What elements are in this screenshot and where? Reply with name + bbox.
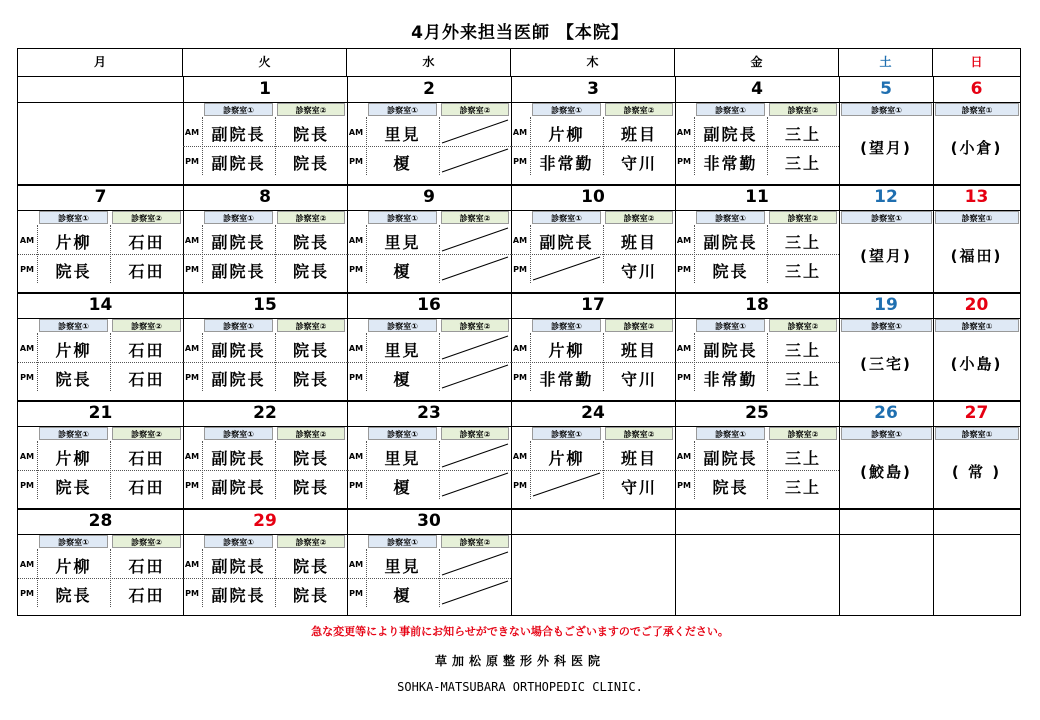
- room-label: 診察室①: [39, 319, 108, 332]
- am-label: AM: [348, 560, 364, 569]
- doctor-name: 副院長: [539, 233, 594, 252]
- doctor-name: 副院長: [211, 449, 266, 468]
- date-number: 26: [874, 403, 898, 423]
- doctor-name: 班目: [620, 449, 657, 468]
- doctor-name: 副院長: [211, 557, 266, 576]
- room-label: 診察室①: [532, 211, 601, 224]
- room-label: 診察室①: [368, 103, 437, 116]
- room-label: 診察室②: [277, 535, 345, 548]
- date-number: 22: [253, 403, 277, 423]
- doctor-name: 石田: [128, 341, 165, 360]
- am-label: AM: [348, 128, 364, 137]
- room-label: 診察室①: [935, 319, 1019, 332]
- doctor-name: 非常勤: [539, 370, 594, 389]
- weekend-doctor: (小島): [950, 355, 1003, 373]
- slot-divider: [675, 362, 839, 363]
- unavailable-slash: [439, 117, 511, 146]
- doctor-name: 院長: [292, 233, 329, 252]
- date-number: 11: [745, 187, 769, 207]
- doctor-name: 副院長: [703, 449, 758, 468]
- doctor-name: 非常勤: [703, 370, 758, 389]
- date-number: 20: [964, 295, 989, 315]
- date-number: 8: [259, 187, 271, 207]
- doctor-name: 班目: [620, 125, 657, 144]
- room-label: 診察室②: [605, 211, 673, 224]
- date-number: 9: [423, 187, 435, 207]
- doctor-name: 三上: [784, 262, 821, 281]
- weekend-doctor: (鮫島): [860, 463, 912, 481]
- doctor-name: 守川: [620, 262, 657, 281]
- slot-divider: [675, 470, 839, 471]
- slot-divider: [511, 146, 675, 147]
- slot-divider: [183, 578, 347, 579]
- slot-divider: [18, 254, 183, 255]
- room-label: 診察室①: [204, 103, 273, 116]
- room-label: 診察室①: [204, 427, 273, 440]
- doctor-name: 里見: [384, 125, 421, 144]
- room-label: 診察室①: [935, 211, 1019, 224]
- doctor-name: 三上: [784, 341, 821, 360]
- doctor-name: 石田: [128, 262, 165, 281]
- am-label: AM: [19, 560, 35, 569]
- unavailable-slash: [530, 254, 603, 283]
- weekday-header: 水: [347, 49, 511, 76]
- doctor-name: 院長: [712, 478, 749, 497]
- date-number: 6: [970, 79, 983, 99]
- am-label: AM: [184, 236, 200, 245]
- doctor-name: 守川: [620, 154, 657, 173]
- doctor-name: 片柳: [548, 449, 585, 468]
- pm-label: PM: [349, 481, 363, 490]
- doctor-name: 三上: [784, 154, 821, 173]
- doctor-name: 三上: [784, 233, 821, 252]
- room-label: 診察室①: [841, 211, 932, 224]
- doctor-name: 片柳: [55, 449, 92, 468]
- pm-label: PM: [20, 373, 34, 382]
- unavailable-slash: [530, 470, 603, 499]
- date-number: 21: [88, 403, 113, 423]
- pm-label: PM: [185, 373, 199, 382]
- slot-divider: [511, 362, 675, 363]
- unavailable-slash: [439, 362, 511, 391]
- weekend-doctor: (望月): [860, 139, 912, 157]
- date-number: 17: [581, 295, 605, 315]
- doctor-name: 院長: [292, 154, 329, 173]
- room-label: 診察室②: [277, 103, 345, 116]
- column-divider: [675, 508, 676, 615]
- date-number: 24: [581, 403, 605, 423]
- slot-divider: [18, 470, 183, 471]
- doctor-name: 副院長: [703, 341, 758, 360]
- doctor-name: 三上: [784, 478, 821, 497]
- date-number: 5: [880, 79, 892, 99]
- doctor-name: 院長: [292, 341, 329, 360]
- slot-divider: [183, 470, 347, 471]
- date-number: 13: [964, 187, 989, 207]
- room-label: 診察室①: [39, 427, 108, 440]
- date-number: 2: [423, 79, 435, 99]
- pm-label: PM: [185, 481, 199, 490]
- am-label: AM: [676, 452, 692, 461]
- page-title: 4月外来担当医師 【本院】: [411, 23, 629, 43]
- room-label: 診察室②: [277, 319, 345, 332]
- weekday-header: 日: [970, 55, 983, 69]
- am-label: AM: [676, 344, 692, 353]
- room-label: 診察室①: [368, 427, 437, 440]
- weekend-doctor: (小倉): [950, 139, 1003, 157]
- doctor-name: 榎: [393, 478, 412, 497]
- am-label: AM: [512, 236, 528, 245]
- doctor-name: 里見: [384, 449, 421, 468]
- room-label: 診察室②: [441, 535, 509, 548]
- room-label: 診察室②: [441, 103, 509, 116]
- doctor-name: 石田: [128, 233, 165, 252]
- am-label: AM: [184, 128, 200, 137]
- room-label: 診察室①: [39, 211, 108, 224]
- slot-divider: [675, 146, 839, 147]
- doctor-name: 院長: [55, 478, 92, 497]
- doctor-name: 非常勤: [703, 154, 758, 173]
- doctor-name: 副院長: [211, 154, 266, 173]
- doctor-name: 片柳: [548, 125, 585, 144]
- unavailable-slash: [439, 333, 511, 362]
- date-number: 18: [745, 295, 769, 315]
- room-label: 診察室①: [204, 211, 273, 224]
- pm-label: PM: [677, 157, 691, 166]
- doctor-name: 院長: [55, 262, 92, 281]
- pm-label: PM: [349, 589, 363, 598]
- weekday-header: 火: [183, 49, 347, 76]
- pm-label: PM: [677, 373, 691, 382]
- schedule-calendar: [17, 48, 1021, 616]
- am-label: AM: [184, 344, 200, 353]
- pm-label: PM: [185, 157, 199, 166]
- unavailable-slash: [439, 225, 511, 254]
- doctor-name: 副院長: [703, 233, 758, 252]
- doctor-name: 石田: [128, 557, 165, 576]
- weekday-header: 金: [675, 49, 839, 76]
- date-number: 12: [874, 187, 898, 207]
- room-label: 診察室①: [532, 319, 601, 332]
- slot-divider: [183, 146, 347, 147]
- doctor-name: 里見: [384, 233, 421, 252]
- room-label: 診察室②: [441, 319, 509, 332]
- doctor-name: 院長: [292, 478, 329, 497]
- pm-label: PM: [677, 265, 691, 274]
- room-label: 診察室①: [368, 535, 437, 548]
- room-label: 診察室①: [368, 319, 437, 332]
- weekend-doctor: (福田): [950, 247, 1003, 265]
- doctor-name: 副院長: [211, 262, 266, 281]
- pm-label: PM: [677, 481, 691, 490]
- doctor-name: 守川: [620, 478, 657, 497]
- doctor-name: 里見: [384, 557, 421, 576]
- doctor-name: 里見: [384, 341, 421, 360]
- week-divider: [18, 184, 1020, 186]
- date-number: 28: [88, 511, 113, 531]
- room-label: 診察室①: [696, 427, 765, 440]
- doctor-name: 院長: [292, 557, 329, 576]
- date-number: 30: [417, 511, 441, 531]
- am-label: AM: [676, 236, 692, 245]
- am-label: AM: [348, 344, 364, 353]
- doctor-name: 片柳: [548, 341, 585, 360]
- room-label: 診察室①: [935, 427, 1019, 440]
- pm-label: PM: [20, 481, 34, 490]
- pm-label: PM: [349, 265, 363, 274]
- weekend-doctor: (三宅): [860, 355, 912, 373]
- doctor-name: 班目: [620, 341, 657, 360]
- room-label: 診察室①: [841, 427, 932, 440]
- room-label: 診察室②: [769, 319, 837, 332]
- weekday-header: 月: [18, 49, 183, 76]
- pm-label: PM: [513, 373, 527, 382]
- doctor-name: 副院長: [211, 370, 266, 389]
- date-number: 3: [587, 79, 599, 99]
- doctor-name: 院長: [55, 370, 92, 389]
- doctor-name: 片柳: [55, 341, 92, 360]
- pm-label: PM: [185, 589, 199, 598]
- room-label: 診察室②: [769, 211, 837, 224]
- date-number: 16: [417, 295, 441, 315]
- room-label: 診察室①: [696, 319, 765, 332]
- room-label: 診察室②: [277, 427, 345, 440]
- doctor-name: 石田: [128, 478, 165, 497]
- doctor-name: 院長: [292, 586, 329, 605]
- doctor-name: 院長: [292, 370, 329, 389]
- room-label: 診察室②: [277, 211, 345, 224]
- room-label: 診察室②: [112, 211, 181, 224]
- pm-label: PM: [513, 265, 527, 274]
- clinic-name-jp: 草加松原整形外科医院: [434, 654, 605, 668]
- am-label: AM: [512, 344, 528, 353]
- unavailable-slash: [439, 578, 511, 607]
- room-label: 診察室②: [769, 103, 837, 116]
- pm-label: PM: [185, 265, 199, 274]
- room-label: 診察室①: [841, 103, 932, 116]
- doctor-name: 副院長: [211, 233, 266, 252]
- pm-label: PM: [513, 157, 527, 166]
- room-label: 診察室②: [441, 427, 509, 440]
- am-label: AM: [19, 236, 35, 245]
- doctor-name: 守川: [620, 370, 657, 389]
- weekday-header: 木: [511, 49, 675, 76]
- room-label: 診察室①: [368, 211, 437, 224]
- doctor-name: 院長: [292, 262, 329, 281]
- doctor-name: 石田: [128, 586, 165, 605]
- room-label: 診察室②: [605, 103, 673, 116]
- slot-divider: [183, 362, 347, 363]
- pm-label: PM: [349, 157, 363, 166]
- room-label: 診察室①: [204, 319, 273, 332]
- date-number: 27: [964, 403, 989, 423]
- date-number: 7: [94, 187, 107, 207]
- unavailable-slash: [439, 254, 511, 283]
- doctor-name: 片柳: [55, 557, 92, 576]
- room-label: 診察室①: [532, 103, 601, 116]
- unavailable-slash: [439, 441, 511, 470]
- weekday-header: 土: [839, 49, 933, 76]
- unavailable-slash: [439, 146, 511, 175]
- am-label: AM: [19, 452, 35, 461]
- doctor-name: 院長: [292, 125, 329, 144]
- column-divider: [839, 508, 840, 615]
- clinic-name-en: SOHKA-MATSUBARA ORTHOPEDIC CLINIC.: [397, 680, 643, 694]
- doctor-name: 三上: [784, 449, 821, 468]
- date-number: 14: [88, 295, 113, 315]
- date-number: 10: [581, 187, 605, 207]
- doctor-name: 院長: [55, 586, 92, 605]
- doctor-name: 三上: [784, 370, 821, 389]
- weekend-doctor: ( 常 ): [951, 463, 1002, 481]
- date-number: 25: [745, 403, 769, 423]
- header-divider: [18, 76, 1020, 77]
- room-label: 診察室②: [112, 427, 181, 440]
- am-label: AM: [512, 128, 528, 137]
- doctor-name: 院長: [712, 262, 749, 281]
- room-label: 診察室①: [204, 535, 273, 548]
- pm-label: PM: [20, 589, 34, 598]
- date-number: 19: [874, 295, 898, 315]
- room-label: 診察室②: [769, 427, 837, 440]
- room-label: 診察室②: [112, 535, 181, 548]
- am-label: AM: [512, 452, 528, 461]
- room-label: 診察室②: [605, 427, 673, 440]
- room-label: 診察室①: [39, 535, 108, 548]
- doctor-name: 副院長: [703, 125, 758, 144]
- slot-divider: [183, 254, 347, 255]
- doctor-name: 三上: [784, 125, 821, 144]
- doctor-name: 副院長: [211, 125, 266, 144]
- date-number: 1: [259, 79, 271, 99]
- doctor-name: 班目: [620, 233, 657, 252]
- column-divider: [933, 508, 934, 615]
- week-divider: [18, 292, 1020, 294]
- doctor-name: 副院長: [211, 478, 266, 497]
- am-label: AM: [348, 236, 364, 245]
- doctor-name: 片柳: [55, 233, 92, 252]
- unavailable-slash: [439, 470, 511, 499]
- room-label: 診察室①: [696, 211, 765, 224]
- date-number: 29: [253, 511, 277, 531]
- date-number: 23: [417, 403, 441, 423]
- date-number: 4: [751, 79, 763, 99]
- doctor-name: 石田: [128, 370, 165, 389]
- doctor-name: 榎: [393, 370, 412, 389]
- am-label: AM: [676, 128, 692, 137]
- room-label: 診察室①: [935, 103, 1019, 116]
- unavailable-slash: [439, 549, 511, 578]
- doctor-name: 石田: [128, 449, 165, 468]
- week-divider: [18, 400, 1020, 402]
- date-number: 15: [253, 295, 277, 315]
- doctor-name: 榎: [393, 586, 412, 605]
- notice-text: 急な変更等により事前にお知らせができない場合もございますのでご了承ください。: [311, 625, 729, 638]
- am-label: AM: [19, 344, 35, 353]
- weekend-doctor: (望月): [860, 247, 912, 265]
- pm-label: PM: [349, 373, 363, 382]
- column-divider: [511, 508, 512, 615]
- room-label: 診察室②: [441, 211, 509, 224]
- am-label: AM: [184, 560, 200, 569]
- doctor-name: 副院長: [211, 586, 266, 605]
- room-label: 診察室①: [841, 319, 932, 332]
- slot-divider: [18, 578, 183, 579]
- doctor-name: 榎: [393, 154, 412, 173]
- slot-divider: [18, 362, 183, 363]
- am-label: AM: [348, 452, 364, 461]
- pm-label: PM: [513, 481, 527, 490]
- slot-divider: [675, 254, 839, 255]
- room-label: 診察室②: [112, 319, 181, 332]
- pm-label: PM: [20, 265, 34, 274]
- doctor-name: 非常勤: [539, 154, 594, 173]
- week-divider: [18, 508, 1020, 510]
- room-label: 診察室①: [696, 103, 765, 116]
- room-label: 診察室①: [532, 427, 601, 440]
- room-label: 診察室②: [605, 319, 673, 332]
- doctor-name: 榎: [393, 262, 412, 281]
- doctor-name: 院長: [292, 449, 329, 468]
- am-label: AM: [184, 452, 200, 461]
- doctor-name: 副院長: [211, 341, 266, 360]
